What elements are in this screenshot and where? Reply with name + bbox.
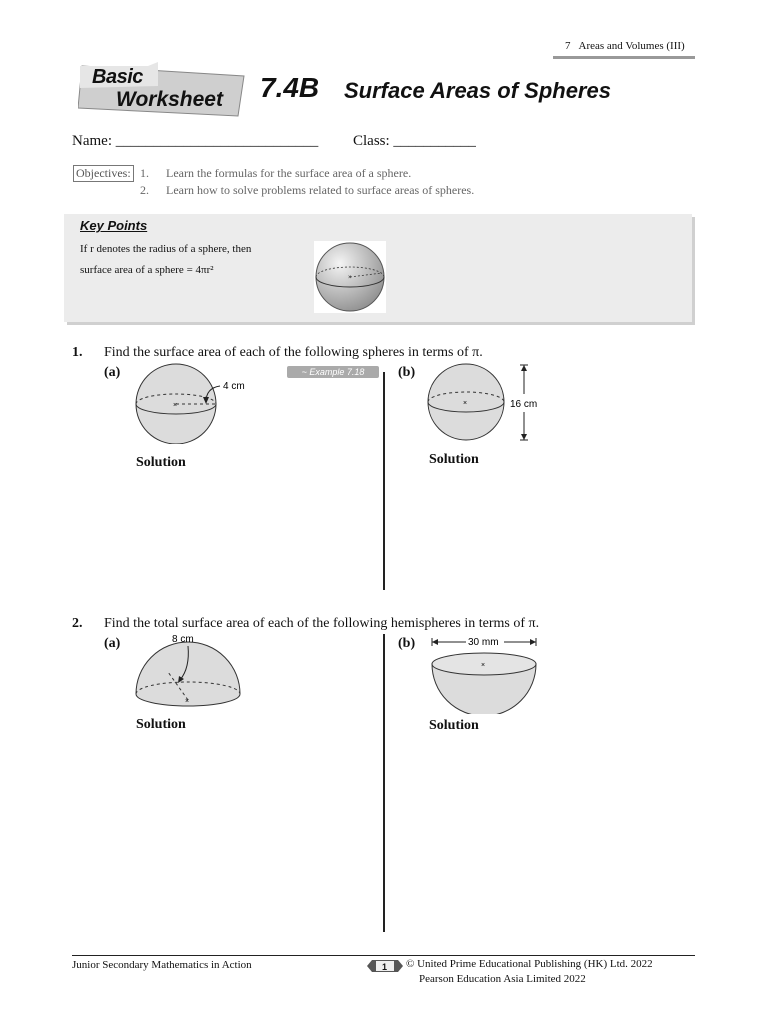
class-field[interactable]: Class: ___________ bbox=[353, 133, 476, 149]
objective-number: 1. bbox=[140, 166, 149, 180]
section-number: 7.4B bbox=[260, 72, 320, 103]
name-field[interactable]: Name: ___________________________ bbox=[72, 133, 319, 149]
key-point-formula: surface area of a sphere = 4πr² bbox=[80, 264, 214, 276]
example-reference-tag: ~ Example 7.18 bbox=[287, 366, 379, 378]
part-label-a: (a) bbox=[104, 365, 121, 380]
page-title: Surface Areas of Spheres bbox=[344, 78, 611, 103]
solution-label: Solution bbox=[429, 718, 479, 733]
footer-rule bbox=[72, 955, 695, 956]
column-divider bbox=[383, 634, 385, 932]
dimension-label: 30 mm bbox=[468, 637, 499, 648]
footer-copyright: © United Prime Educational Publishing (HK) Ltd. 2022 bbox=[406, 958, 653, 970]
footer-book-title: Junior Secondary Mathematics in Action bbox=[72, 959, 252, 971]
hemisphere-diagram-a bbox=[130, 632, 246, 712]
dimension-label: 16 cm bbox=[510, 399, 538, 410]
chapter-number: 7 bbox=[565, 40, 571, 52]
svg-text:×: × bbox=[463, 400, 468, 407]
sphere-diagram-b bbox=[424, 362, 544, 444]
objective-text: Learn how to solve problems related to surface areas of spheres. bbox=[166, 183, 475, 197]
running-header bbox=[565, 40, 685, 52]
question-text: Find the surface area of each of the following spheres in terms of π. bbox=[104, 345, 483, 360]
sphere-diagram-a bbox=[130, 362, 250, 444]
page-number-badge bbox=[366, 959, 404, 973]
part-label-a: (a) bbox=[104, 636, 121, 651]
chapter-title: Areas and Volumes (III) bbox=[578, 40, 685, 52]
svg-text:×: × bbox=[348, 275, 352, 281]
sphere-illustration bbox=[314, 241, 386, 313]
solution-label: Solution bbox=[429, 452, 479, 467]
svg-text:×: × bbox=[481, 662, 486, 669]
question-number: 1. bbox=[72, 345, 83, 360]
badge-basic: Basic bbox=[92, 66, 143, 88]
objective-text: Learn the formulas for the surface area of a sphere. bbox=[166, 166, 412, 180]
part-label-b: (b) bbox=[398, 636, 416, 651]
objective-number: 2. bbox=[140, 183, 149, 197]
key-points-title: Key Points bbox=[80, 218, 148, 233]
dimension-label: 8 cm bbox=[172, 634, 194, 645]
question-text: Find the total surface area of each of the following hemispheres in terms of π. bbox=[104, 616, 540, 631]
solution-label: Solution bbox=[136, 455, 186, 470]
dimension-label: 4 cm bbox=[223, 381, 245, 392]
svg-text:×: × bbox=[173, 402, 178, 409]
hemisphere-diagram-b bbox=[428, 634, 542, 714]
column-divider bbox=[383, 372, 385, 590]
page-number: 1 bbox=[382, 962, 388, 972]
question-number: 2. bbox=[72, 616, 83, 631]
objectives-label: Objectives: bbox=[73, 165, 134, 182]
header-rule bbox=[553, 56, 695, 59]
footer-copyright: Pearson Education Asia Limited 2022 bbox=[419, 973, 586, 985]
badge-worksheet: Worksheet bbox=[116, 88, 223, 111]
svg-text:×: × bbox=[185, 698, 190, 705]
key-point-line: If r denotes the radius of a sphere, then bbox=[80, 243, 252, 255]
solution-label: Solution bbox=[136, 717, 186, 732]
part-label-b: (b) bbox=[398, 365, 416, 380]
